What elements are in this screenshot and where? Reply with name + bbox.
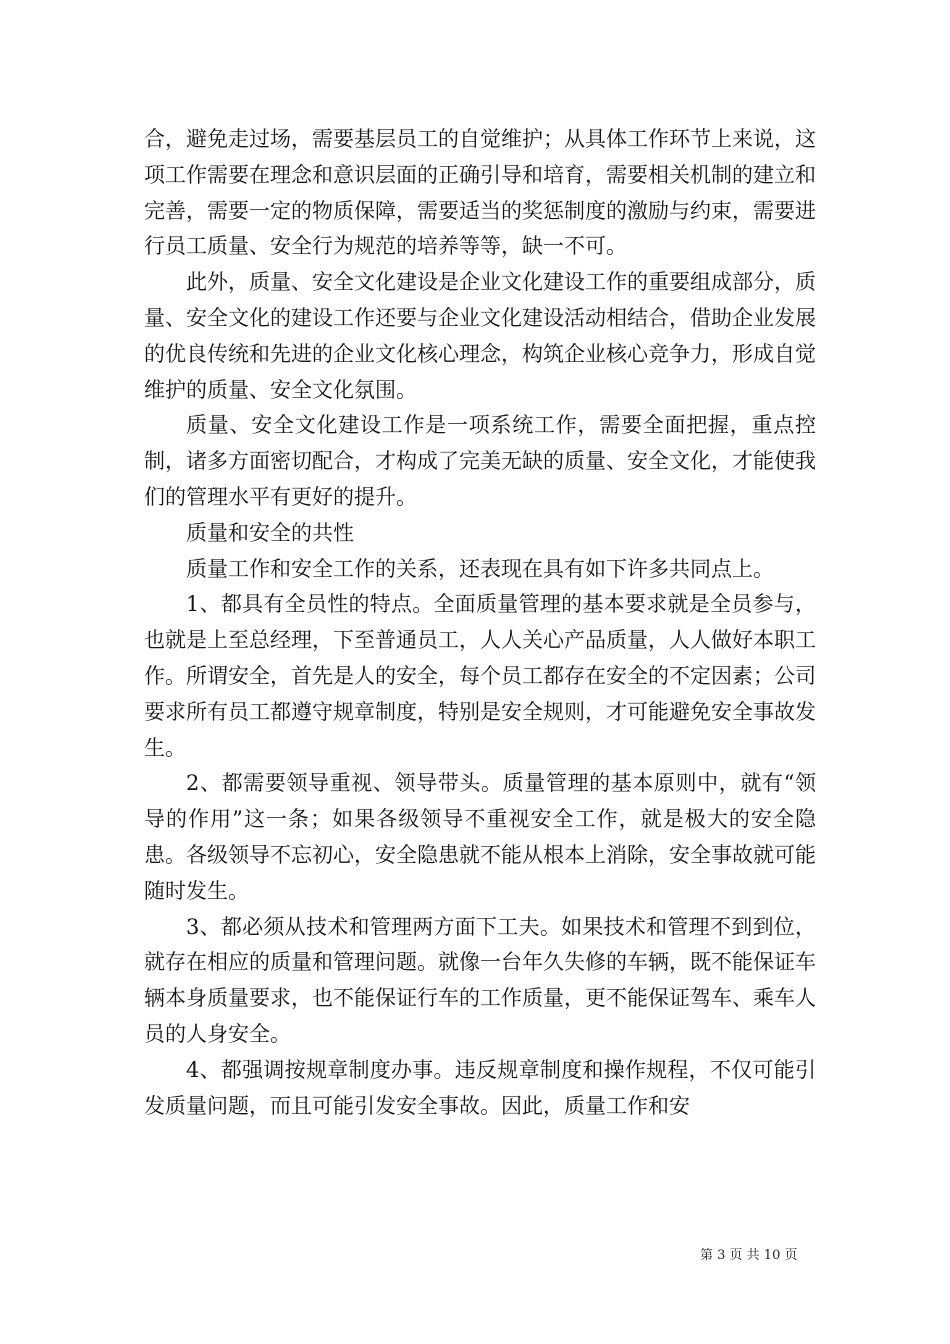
paragraph-5: 质量工作和安全工作的关系，还表现在具有如下许多共同点上。 (186, 556, 774, 581)
body-text (144, 122, 816, 1124)
paragraph-1: 合，避免走过场，需要基层员工的自觉维护；从具体工作环节上来说，这项工作需要在理念和意识层面的正确引导和培育，需要相关机制的建立和完善，需要一定的物质保障，需要适当的奖惩制度的激励与约束，需要进行员工质量、安全行为规范的培养等等，缺一不可。 (144, 127, 816, 259)
page-number: 第 3 页 共 10 页 (700, 1248, 798, 1263)
list-item-2: 2、都需要领导重视、领导带头。质量管理的基本原则中，就有“领导的作用”这一条；如果各级领导不重视安全工作，就是极大的安全隐患。各级领导不忘初心，安全隐患就不能从根本上消除，安全事故就可能随时发生。 (144, 771, 816, 903)
list-item-3: 3、都必须从技术和管理两方面下工夫。如果技术和管理不到到位，就存在相应的质量和管理问题。就像一台年久失修的车辆，既不能保证车辆本身质量要求，也不能保证行车的工作质量，更不能保证驾车、乘车人员的人身安全。 (144, 914, 816, 1046)
list-item-4: 4、都强调按规章制度办事。违反规章制度和操作规程，不仅可能引发质量问题，而且可能引发安全事故。因此，质量工作和安 (144, 1057, 816, 1118)
section-heading: 质量和安全的共性 (186, 520, 354, 545)
paragraph-3: 质量、安全文化建设工作是一项系统工作，需要全面把握，重点控制，诸多方面密切配合，才构成了完美无缺的质量、安全文化，才能使我们的管理水平有更好的提升。 (144, 413, 816, 509)
paragraph-2: 此外，质量、安全文化建设是企业文化建设工作的重要组成部分，质量、安全文化的建设工作还要与企业文化建设活动相结合，借助企业发展的优良传统和先进的企业文化核心理念，构筑企业核心竞争力，形成自觉维护的质量、安全文化氛围。 (144, 270, 816, 402)
list-item-1: 1、都具有全员性的特点。全面质量管理的基本要求就是全员参与，也就是上至总经理，下至普通员工，人人关心产品质量，人人做好本职工作。所谓安全，首先是人的安全，每个员工都存在安全的不定因素；公司要求所有员工都遵守规章制度，特别是安全规则，才可能避免安全事故发生。 (144, 592, 816, 760)
